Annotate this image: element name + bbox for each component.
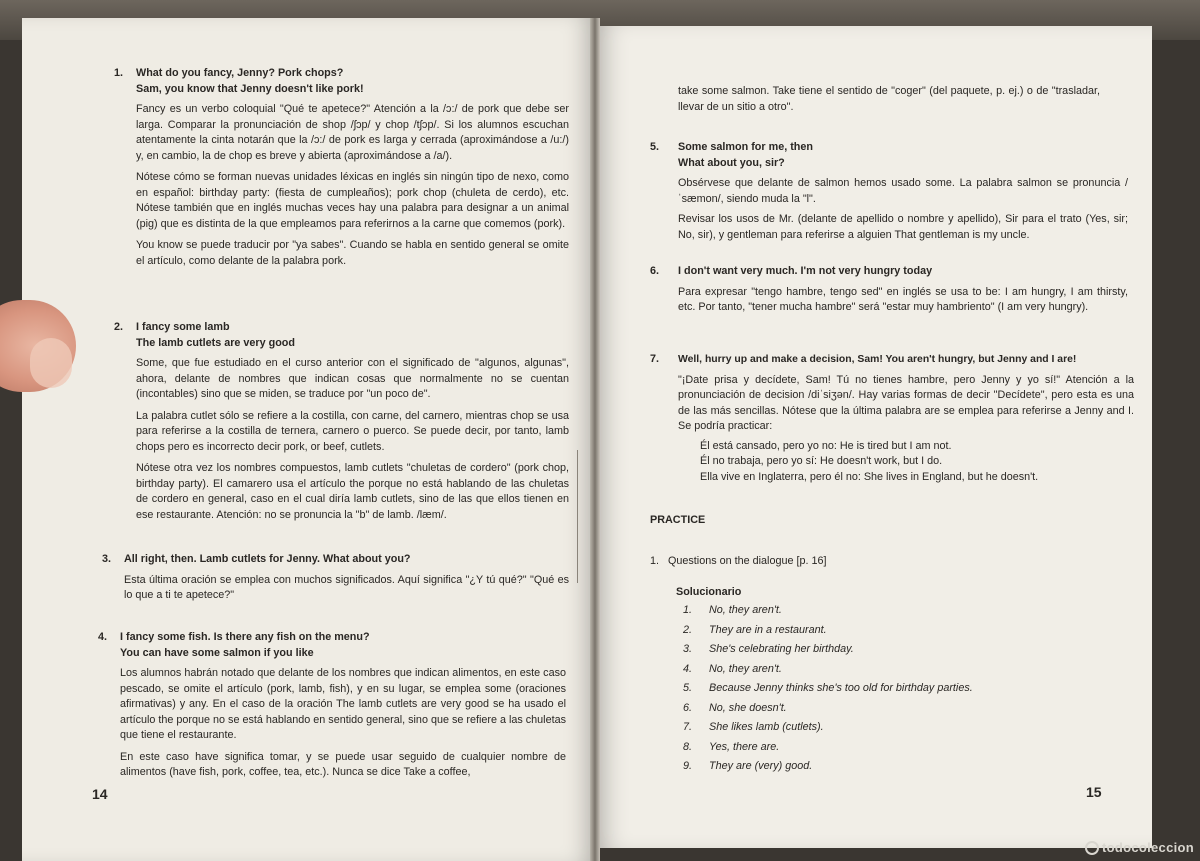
watermark xyxy=(1085,840,1194,855)
section-heading: You can have some salmon if you like xyxy=(120,646,314,659)
section-number: 3. xyxy=(102,553,112,565)
section-1 xyxy=(114,66,569,269)
solucionario-label: Solucionario xyxy=(676,586,742,598)
section-heading: The lamb cutlets are very good xyxy=(136,336,296,349)
book-gutter xyxy=(590,18,600,861)
section-heading: Sam, you know that Jenny doesn't like pork! xyxy=(136,82,364,95)
section-heading: Well, hurry up and make a decision, Sam! You aren't hungry, but Jenny and I are! xyxy=(678,354,1077,365)
section-number: 5. xyxy=(650,141,660,153)
section-4 xyxy=(98,630,566,781)
watermark-text: todocoleccion xyxy=(1101,840,1194,855)
section-number: 7. xyxy=(650,353,660,365)
paragraph: Nótese cómo se forman nuevas unidades léxicas en inglés sin ningún tipo de nexo, como en español: birthday party: (fiesta de cumpleaños); pork chop (chuleta de cerdo), etc. Nótese también que en inglés muchas veces hay una palabra para designar a un animal (pig) que es distinta de la que empleamos para referirnos a la carne que comemos (pork). xyxy=(136,171,569,230)
section-number: 4. xyxy=(98,631,108,643)
section-3 xyxy=(102,552,569,604)
thumbnail-nail xyxy=(30,338,72,388)
section-5 xyxy=(650,140,1128,243)
section-heading: What about you, sir? xyxy=(678,156,785,169)
paragraph: "¡Date prisa y decídete, Sam! Tú no tienes hambre, pero Jenny y yo sí!" Atención a la pronunciación de decision /diˈsiʒən/. Hay varias formas de decir "Decídete", pero esta es una de las más sencillas. Nótese que la última palabra are se emplea para referirse a Jenny and I. Se podría practicar: xyxy=(678,373,1134,432)
paragraph: Some, que fue estudiado en el curso anterior con el significado de "algunos, algunas", ahora, delante de nombres que indican cosas que normalmente no se cuentan (incontables) sino que se miden, se traduce por "un poco de". xyxy=(136,357,569,400)
watermark-logo-icon xyxy=(1085,841,1099,855)
section-6 xyxy=(650,264,1128,316)
paragraph: Fancy es un verbo coloquial "Qué te apetece?" Atención a la /ɔ:/ de pork que debe ser larga. Comparar la pronunciación de shop /ʃɔp/ y chop /tʃɔp/. Si los alumnos escuchan atentamente la cinta notarán que la /ɔ:/ de pork es larga y cerrada (aproximándose a /u:/) y, en cambio, la de chop es breve y abierta (aproximándose a /a/). xyxy=(136,103,569,162)
practice-item: 1. Questions on the dialogue [p. 16] xyxy=(650,555,827,567)
section-number: 6. xyxy=(650,265,660,277)
section-number: 2. xyxy=(114,321,124,333)
paragraph: Revisar los usos de Mr. (delante de apellido o nombre y apellido), Sir para el trato (Yes, sir; No, sir), y gentleman para referirse a alguien That gentleman is my uncle. xyxy=(678,213,1128,241)
section-7 xyxy=(650,352,1134,485)
section-heading: All right, then. Lamb cutlets for Jenny. What about you? xyxy=(124,553,411,565)
paragraph: Obsérvese que delante de salmon hemos usado some. La palabra salmon se pronuncia /ˈsæmon/, siendo muda la "l". xyxy=(678,177,1128,205)
paragraph: En este caso have significa tomar, y se puede usar seguido de cualquier nombre de alimentos (have fish, pork, coffee, tea, etc.). Nunca se dice Take a coffee, xyxy=(120,750,566,778)
example-line: Ella vive en Inglaterra, pero él no: She lives in England, but he doesn't. xyxy=(700,470,1039,483)
paragraph: Para expresar "tengo hambre, tengo sed" en inglés se usa to be: I am hungry, I am thirsty, etc. Por tanto, "tener mucha hambre" será "estar muy hambriento" (I am very hungry). xyxy=(678,285,1128,313)
example-line: Él no trabaja, pero yo sí: He doesn't work, but I do. xyxy=(700,455,943,467)
section-heading: Some salmon for me, then xyxy=(678,141,813,153)
page-number: 14 xyxy=(92,786,108,802)
page-number: 15 xyxy=(1086,784,1102,800)
answer-list: 1. No, they aren't. 2. They are in a restaurant. 3. She's celebrating her birthday. 4. No, they aren't. 5. Because Jenny thinks she's too old for birthday parties. 6. No, she doesn't. 7. She likes lamb (cutlets). 8. Yes, there are. 9. They are (very) good. xyxy=(682,604,973,772)
continuation-text xyxy=(650,84,1100,115)
left-page xyxy=(22,18,594,861)
section-heading: I fancy some lamb xyxy=(136,321,230,333)
right-page xyxy=(594,26,1152,848)
paragraph: Los alumnos habrán notado que delante de los nombres que indican alimentos, en este caso pescado, se omite el artículo (pork, lamb, fish), y en su lugar, se emplea some (oraciones afirmativas) y any. En el caso de la oración The lamb cutlets are very good se ha usado el artículo the porque no se está hablando en sentido general, sino que se refiere a las chuletas que tiene el restaurante. xyxy=(120,667,566,741)
paragraph: La palabra cutlet sólo se refiere a la costilla, con carne, del carnero, mientras chop se usa para referirse a la costilla de ternera, carnero o puerco. Se puede decir, por tanto, lamb chops pero es incorrecto decir pork, or beef, cutlets. xyxy=(136,409,569,453)
paragraph: Esta última oración se emplea con muchos significados. Aquí significa "¿Y tú qué?" "Qué es lo que a ti te apetece?" xyxy=(124,573,569,601)
section-heading: What do you fancy, Jenny? Pork chops? xyxy=(136,67,344,79)
paragraph: take some salmon. Take tiene el sentido de "coger" (del paquete, p. ej.) o de "trasladar, llevar de un sitio a otro". xyxy=(678,85,1100,113)
section-number: 1. xyxy=(114,67,124,79)
paragraph: You know se puede traducir por "ya sabes". Cuando se habla en sentido general se omite el artículo, como delante de la palabra pork. xyxy=(136,239,569,267)
section-heading: I don't want very much. I'm not very hungry today xyxy=(678,265,933,277)
section-2 xyxy=(114,320,569,523)
example-line: Él está cansado, pero yo no: He is tired but I am not. xyxy=(700,439,952,452)
section-heading: I fancy some fish. Is there any fish on the menu? xyxy=(120,631,370,643)
paragraph: Nótese otra vez los nombres compuestos, lamb cutlets "chuletas de cordero" (pork chop, birthday party). El camarero usa el artículo the porque no está hablando de las chuletas de cordero en general, caso en el cual diría lamb cutlets, sino de las que ellos tienen en ese restaurante. Atención: no se pronuncia la "b" de lamb. /læm/. xyxy=(136,462,569,521)
margin-rule xyxy=(577,450,578,583)
practice-heading: PRACTICE xyxy=(650,514,706,526)
